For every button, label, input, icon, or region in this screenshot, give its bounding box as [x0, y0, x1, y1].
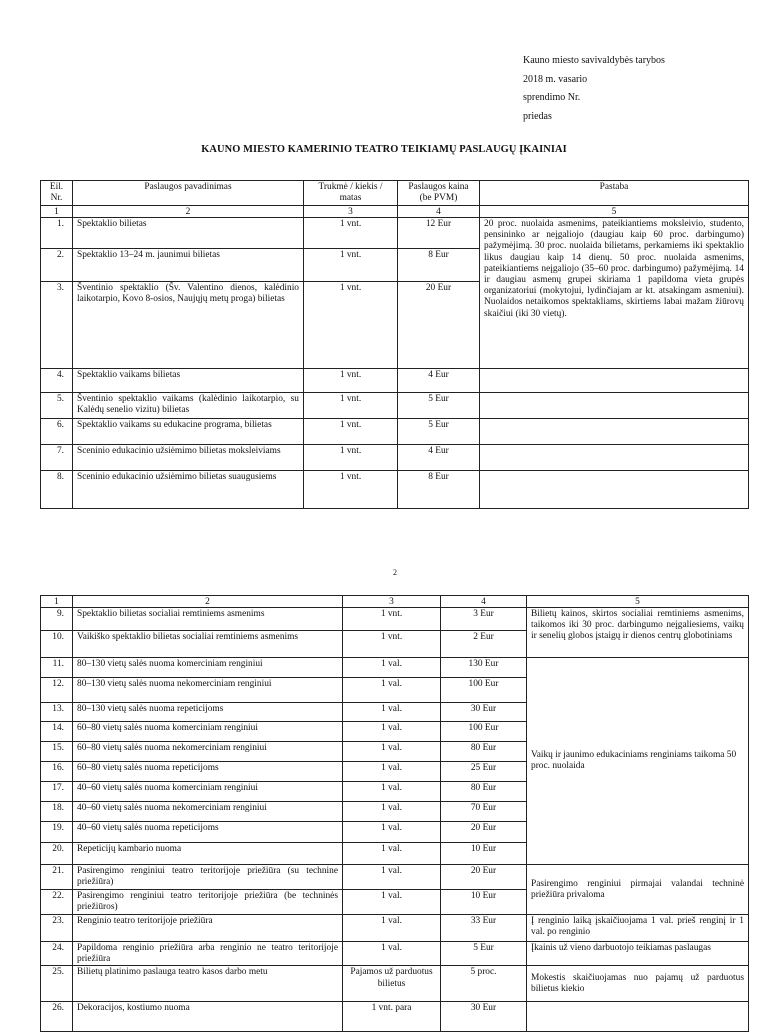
row-number: 6.: [41, 419, 73, 445]
table-row: [41, 915, 749, 942]
header-note: Pastaba: [480, 181, 749, 206]
service-quantity: 1 vnt.: [304, 218, 398, 249]
row-number: 7.: [41, 445, 73, 471]
event-time-note: Į renginio laiką įskaičiuojama 1 val. prieš renginį ir 1 val. po renginio: [527, 915, 749, 942]
row-number: 9.: [41, 608, 73, 631]
service-quantity: 1 val.: [343, 942, 441, 966]
employee-rate-note: Įkainis už vieno darbuotojo teikiamas paslaugas: [527, 942, 749, 966]
service-quantity: 1 vnt.: [304, 471, 398, 509]
service-name: Vaikiško spektaklio bilietas socialiai remtiniems asmenims: [73, 631, 343, 658]
service-price: 20 Eur: [441, 865, 527, 890]
youth-discount-note: Vaikų ir jaunimo edukaciniams renginiams taikoma 50 proc. nuolaida: [527, 658, 749, 865]
table-row: [41, 393, 749, 419]
service-quantity: 1 vnt.: [304, 249, 398, 282]
service-price: 5 Eur: [398, 393, 480, 419]
col-number: 3: [343, 596, 441, 608]
service-quantity: 1 vnt.: [343, 631, 441, 658]
row-number: 17.: [41, 782, 73, 802]
service-price: 100 Eur: [441, 722, 527, 742]
row-number: 3.: [41, 282, 73, 369]
row-number: 26.: [41, 1002, 73, 1032]
service-name: Spektaklio bilietas socialiai remtiniems asmenims: [73, 608, 343, 631]
row-number: 12.: [41, 678, 73, 703]
row-number: 22.: [41, 890, 73, 915]
service-price: 10 Eur: [441, 843, 527, 865]
service-price: 5 proc.: [441, 966, 527, 1002]
row-number: 8.: [41, 471, 73, 509]
header-duration: Trukmė / kiekis / matas: [304, 181, 398, 206]
service-quantity: 1 vnt. para: [343, 1002, 441, 1032]
row-number: 19.: [41, 822, 73, 843]
col-number: 3: [304, 206, 398, 218]
row-number: 20.: [41, 843, 73, 865]
row-number: 5.: [41, 393, 73, 419]
service-name: 60–80 vietų salės nuoma komerciniam renginiui: [73, 722, 343, 742]
service-quantity: 1 vnt.: [304, 393, 398, 419]
header-price: Paslaugos kaina (be PVM): [398, 181, 480, 206]
service-quantity: 1 val.: [343, 722, 441, 742]
column-number-row: [41, 206, 749, 218]
service-name: 60–80 vietų salės nuoma nekomerciniam renginiui: [73, 742, 343, 762]
empty-note-cell: [527, 1002, 749, 1032]
service-price: 25 Eur: [441, 762, 527, 782]
empty-note-cell: [480, 471, 749, 509]
service-quantity: 1 vnt.: [304, 445, 398, 471]
service-price: 100 Eur: [441, 678, 527, 703]
table-row: [41, 865, 749, 890]
column-number-row: [41, 596, 749, 608]
service-name: 60–80 vietų salės nuoma repeticijoms: [73, 762, 343, 782]
service-name: Sceninio edukacinio užsiėmimo bilietas moksleiviams: [73, 445, 304, 471]
row-number: 23.: [41, 915, 73, 942]
col-number: 5: [480, 206, 749, 218]
service-quantity: 1 val.: [343, 782, 441, 802]
service-name: Bilietų platinimo paslauga teatro kasos darbo metu: [73, 966, 343, 1002]
table-row: [41, 419, 749, 445]
service-name: Dekoracijos, kostiumo nuoma: [73, 1002, 343, 1032]
service-price: 5 Eur: [441, 942, 527, 966]
service-name: Sceninio edukacinio užsiėmimo bilietas suaugusiems: [73, 471, 304, 509]
service-name: Šventinio spektaklio vaikams (kalėdinio laikotarpio, su Kalėdų senelio vizitu) bilietas: [73, 393, 304, 419]
header-line-3: sprendimo Nr.: [523, 92, 581, 104]
empty-note-cell: [480, 369, 749, 393]
table-row: [41, 1002, 749, 1032]
service-name: Renginio teatro teritorijoje priežiūra: [73, 915, 343, 942]
header-no: Eil. Nr.: [41, 181, 73, 206]
service-name: Spektaklio 13–24 m. jaunimui bilietas: [73, 249, 304, 282]
service-quantity: 1 val.: [343, 678, 441, 703]
service-price: 30 Eur: [441, 703, 527, 722]
document-title: KAUNO MIESTO KAMERINIO TEATRO TEIKIAMŲ PASLAUGŲ ĮKAINIAI: [201, 144, 567, 155]
header-line-2: 2018 m. vasario: [523, 73, 588, 85]
page-number: 2: [393, 568, 397, 577]
service-price: 4 Eur: [398, 445, 480, 471]
empty-note-cell: [480, 393, 749, 419]
row-number: 10.: [41, 631, 73, 658]
discount-note: 20 proc. nuolaida asmenims, pateikiantiems moksleivio, studento, pensininko ar neįgaliojo (daugiau kaip 60 proc. darbingumo) pažymėjimą. 30 proc. nuolaida bilietams, perkamiems iki spektaklio likus daugiau kaip 14 dienų. 50 proc. nuolaida asmenims, pateikiantiems neįgaliojo (35–60 proc. darbingumo) pažymėjimą. 14 ir daugiau asmenų grupei skiriama 1 papildoma vieta grupės organizatoriui (mokytojui, lydinčiajam ar kt. atsakingam asmeniui). Nuolaidos netaikomos spektakliams, skirtiems labai mažam žiūrovų skaičiui (iki 30 vietų).: [480, 218, 749, 369]
preparation-note: Pasirengimo renginiui pirmajai valandai techninė priežiūra privaloma: [527, 865, 749, 915]
table-row: [41, 369, 749, 393]
col-number: 1: [41, 206, 73, 218]
table-row: [41, 218, 749, 249]
service-quantity: 1 val.: [343, 915, 441, 942]
service-quantity: 1 val.: [343, 703, 441, 722]
service-price: 8 Eur: [398, 249, 480, 282]
service-price: 5 Eur: [398, 419, 480, 445]
service-quantity: 1 vnt.: [304, 282, 398, 369]
row-number: 15.: [41, 742, 73, 762]
service-quantity: 1 val.: [343, 890, 441, 915]
row-number: 16.: [41, 762, 73, 782]
ticket-fee-note: Mokestis skaičiuojamas nuo pajamų už parduotus bilietus kiekio: [527, 966, 749, 1002]
row-number: 4.: [41, 369, 73, 393]
service-price: 10 Eur: [441, 890, 527, 915]
header-name: Paslaugos pavadinimas: [73, 181, 304, 206]
service-price: 80 Eur: [441, 782, 527, 802]
empty-note-cell: [480, 445, 749, 471]
service-quantity: 1 val.: [343, 762, 441, 782]
approval-header: [523, 52, 665, 126]
service-quantity: 1 vnt.: [304, 369, 398, 393]
table-row: [41, 608, 749, 631]
row-number: 11.: [41, 658, 73, 678]
service-price: 30 Eur: [441, 1002, 527, 1032]
social-note: Bilietų kainos, skirtos socialiai remtiniems asmenims, taikomos iki 30 proc. darbingumo neįgaliesiems, vaikų ir senelių globos įstaigų ir dienos centrų globotiniams: [527, 608, 749, 658]
row-number: 21.: [41, 865, 73, 890]
service-price: 20 Eur: [441, 822, 527, 843]
service-name: Repeticijų kambario nuoma: [73, 843, 343, 865]
service-quantity: 1 vnt.: [304, 419, 398, 445]
service-quantity: Pajamos už parduotus bilietus: [343, 966, 441, 1002]
service-price: 2 Eur: [441, 631, 527, 658]
service-quantity: 1 val.: [343, 742, 441, 762]
empty-note-cell: [480, 419, 749, 445]
service-name: 40–60 vietų salės nuoma repeticijoms: [73, 822, 343, 843]
table-row: [41, 471, 749, 509]
table-row: [41, 658, 749, 678]
col-number: 1: [41, 596, 73, 608]
service-quantity: 1 val.: [343, 658, 441, 678]
service-quantity: 1 vnt.: [343, 608, 441, 631]
service-name: Šventinio spektaklio (Šv. Valentino dienos, kalėdinio laikotarpio, Kovo 8-osios, Naujųjų metų proga) bilietas: [73, 282, 304, 369]
col-number: 5: [527, 596, 749, 608]
service-price: 33 Eur: [441, 915, 527, 942]
table-row: [41, 966, 749, 1002]
table-header-row: [41, 181, 749, 206]
service-name: 40–60 vietų salės nuoma komerciniam renginiui: [73, 782, 343, 802]
service-quantity: 1 val.: [343, 843, 441, 865]
service-price: 20 Eur: [398, 282, 480, 369]
row-number: 18.: [41, 802, 73, 822]
service-price: 70 Eur: [441, 802, 527, 822]
service-name: Pasirengimo renginiui teatro teritorijoje priežiūra (be techninės priežiūros): [73, 890, 343, 915]
col-number: 2: [73, 206, 304, 218]
table-row: [41, 942, 749, 966]
service-name: Spektaklio bilietas: [73, 218, 304, 249]
row-number: 13.: [41, 703, 73, 722]
service-name: Spektaklio vaikams su edukacine programa, bilietas: [73, 419, 304, 445]
col-number: 4: [398, 206, 480, 218]
service-quantity: 1 val.: [343, 822, 441, 843]
price-table-page-1: [40, 180, 749, 509]
service-price: 8 Eur: [398, 471, 480, 509]
col-number: 4: [441, 596, 527, 608]
row-number: 2.: [41, 249, 73, 282]
col-number: 2: [73, 596, 343, 608]
service-price: 4 Eur: [398, 369, 480, 393]
price-table-page-2: [40, 595, 749, 1032]
row-number: 25.: [41, 966, 73, 1002]
table-row: [41, 445, 749, 471]
service-name: 80–130 vietų salės nuoma repeticijoms: [73, 703, 343, 722]
row-number: 1.: [41, 218, 73, 249]
service-price: 12 Eur: [398, 218, 480, 249]
service-name: Papildoma renginio priežiūra arba renginio ne teatro teritorijoje priežiūra: [73, 942, 343, 966]
service-quantity: 1 val.: [343, 865, 441, 890]
service-name: Pasirengimo renginiui teatro teritorijoje priežiūra (su technine priežiūra): [73, 865, 343, 890]
service-price: 80 Eur: [441, 742, 527, 762]
service-price: 130 Eur: [441, 658, 527, 678]
service-name: 40–60 vietų salės nuoma nekomerciniam renginiui: [73, 802, 343, 822]
service-name: 80–130 vietų salės nuoma komerciniam renginiui: [73, 658, 343, 678]
service-name: Spektaklio vaikams bilietas: [73, 369, 304, 393]
row-number: 24.: [41, 942, 73, 966]
service-price: 3 Eur: [441, 608, 527, 631]
service-quantity: 1 val.: [343, 802, 441, 822]
header-line-4: priedas: [523, 110, 552, 122]
row-number: 14.: [41, 722, 73, 742]
service-name: 80–130 vietų salės nuoma nekomerciniam renginiui: [73, 678, 343, 703]
header-line-1: Kauno miesto savivaldybės tarybos: [523, 55, 665, 66]
